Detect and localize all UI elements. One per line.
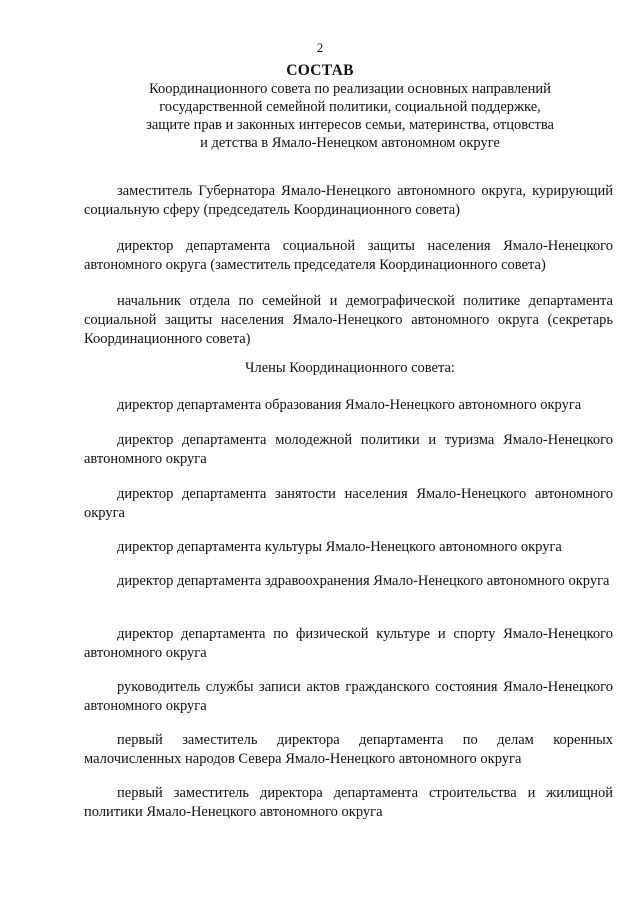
document-title: СОСТАВ bbox=[286, 62, 354, 79]
member-entry: директор департамента по физической культуре и спорту Ямало-Ненецкого автономного округа bbox=[84, 626, 613, 661]
subtitle-line: Координационного совета по реализации основных направлений bbox=[149, 81, 551, 97]
subtitle-line: и детства в Ямало-Ненецком автономном округе bbox=[200, 135, 500, 151]
member-entry: директор департамента образования Ямало-Ненецкого автономного округа bbox=[117, 397, 582, 413]
member-entry: директор департамента занятости населения Ямало-Ненецкого автономного округа bbox=[84, 486, 613, 521]
chairman-entry: заместитель Губернатора Ямало-Ненецкого автономного округа, курирующий социальную сферу (председатель Координационного совета) bbox=[84, 183, 613, 218]
subtitle-line: защите прав и законных интересов семьи, материнства, отцовства bbox=[146, 117, 554, 133]
page-number: 2 bbox=[316, 40, 324, 55]
subtitle-line: государственной семейной политики, социальной поддержке, bbox=[159, 99, 541, 115]
member-entry: первый заместитель директора департамента по делам коренных малочисленных народов Севера Ямало-Ненецкого автономного округа bbox=[84, 732, 613, 767]
member-entry: директор департамента культуры Ямало-Ненецкого автономного округа bbox=[117, 539, 562, 555]
deputy-chairman-entry: директор департамента социальной защиты населения Ямало-Ненецкого автономного округа (заместитель председателя Координационного совета) bbox=[84, 238, 613, 273]
member-entry: директор департамента молодежной политики и туризма Ямало-Ненецкого автономного округа bbox=[84, 432, 613, 467]
member-entry: директор департамента здравоохранения Ямало-Ненецкого автономного округа bbox=[117, 573, 610, 589]
members-heading: Члены Координационного совета: bbox=[245, 360, 455, 376]
secretary-entry: начальник отдела по семейной и демографической политике департамента социальной защиты населения Ямало-Ненецкого автономного округа (секретарь Координационного совета) bbox=[84, 293, 613, 347]
document-subtitle bbox=[110, 80, 590, 152]
member-entry: руководитель службы записи актов гражданского состояния Ямало-Ненецкого автономного округа bbox=[84, 679, 613, 714]
member-entry: первый заместитель директора департамента строительства и жилищной политики Ямало-Ненецкого автономного округа bbox=[84, 785, 613, 820]
